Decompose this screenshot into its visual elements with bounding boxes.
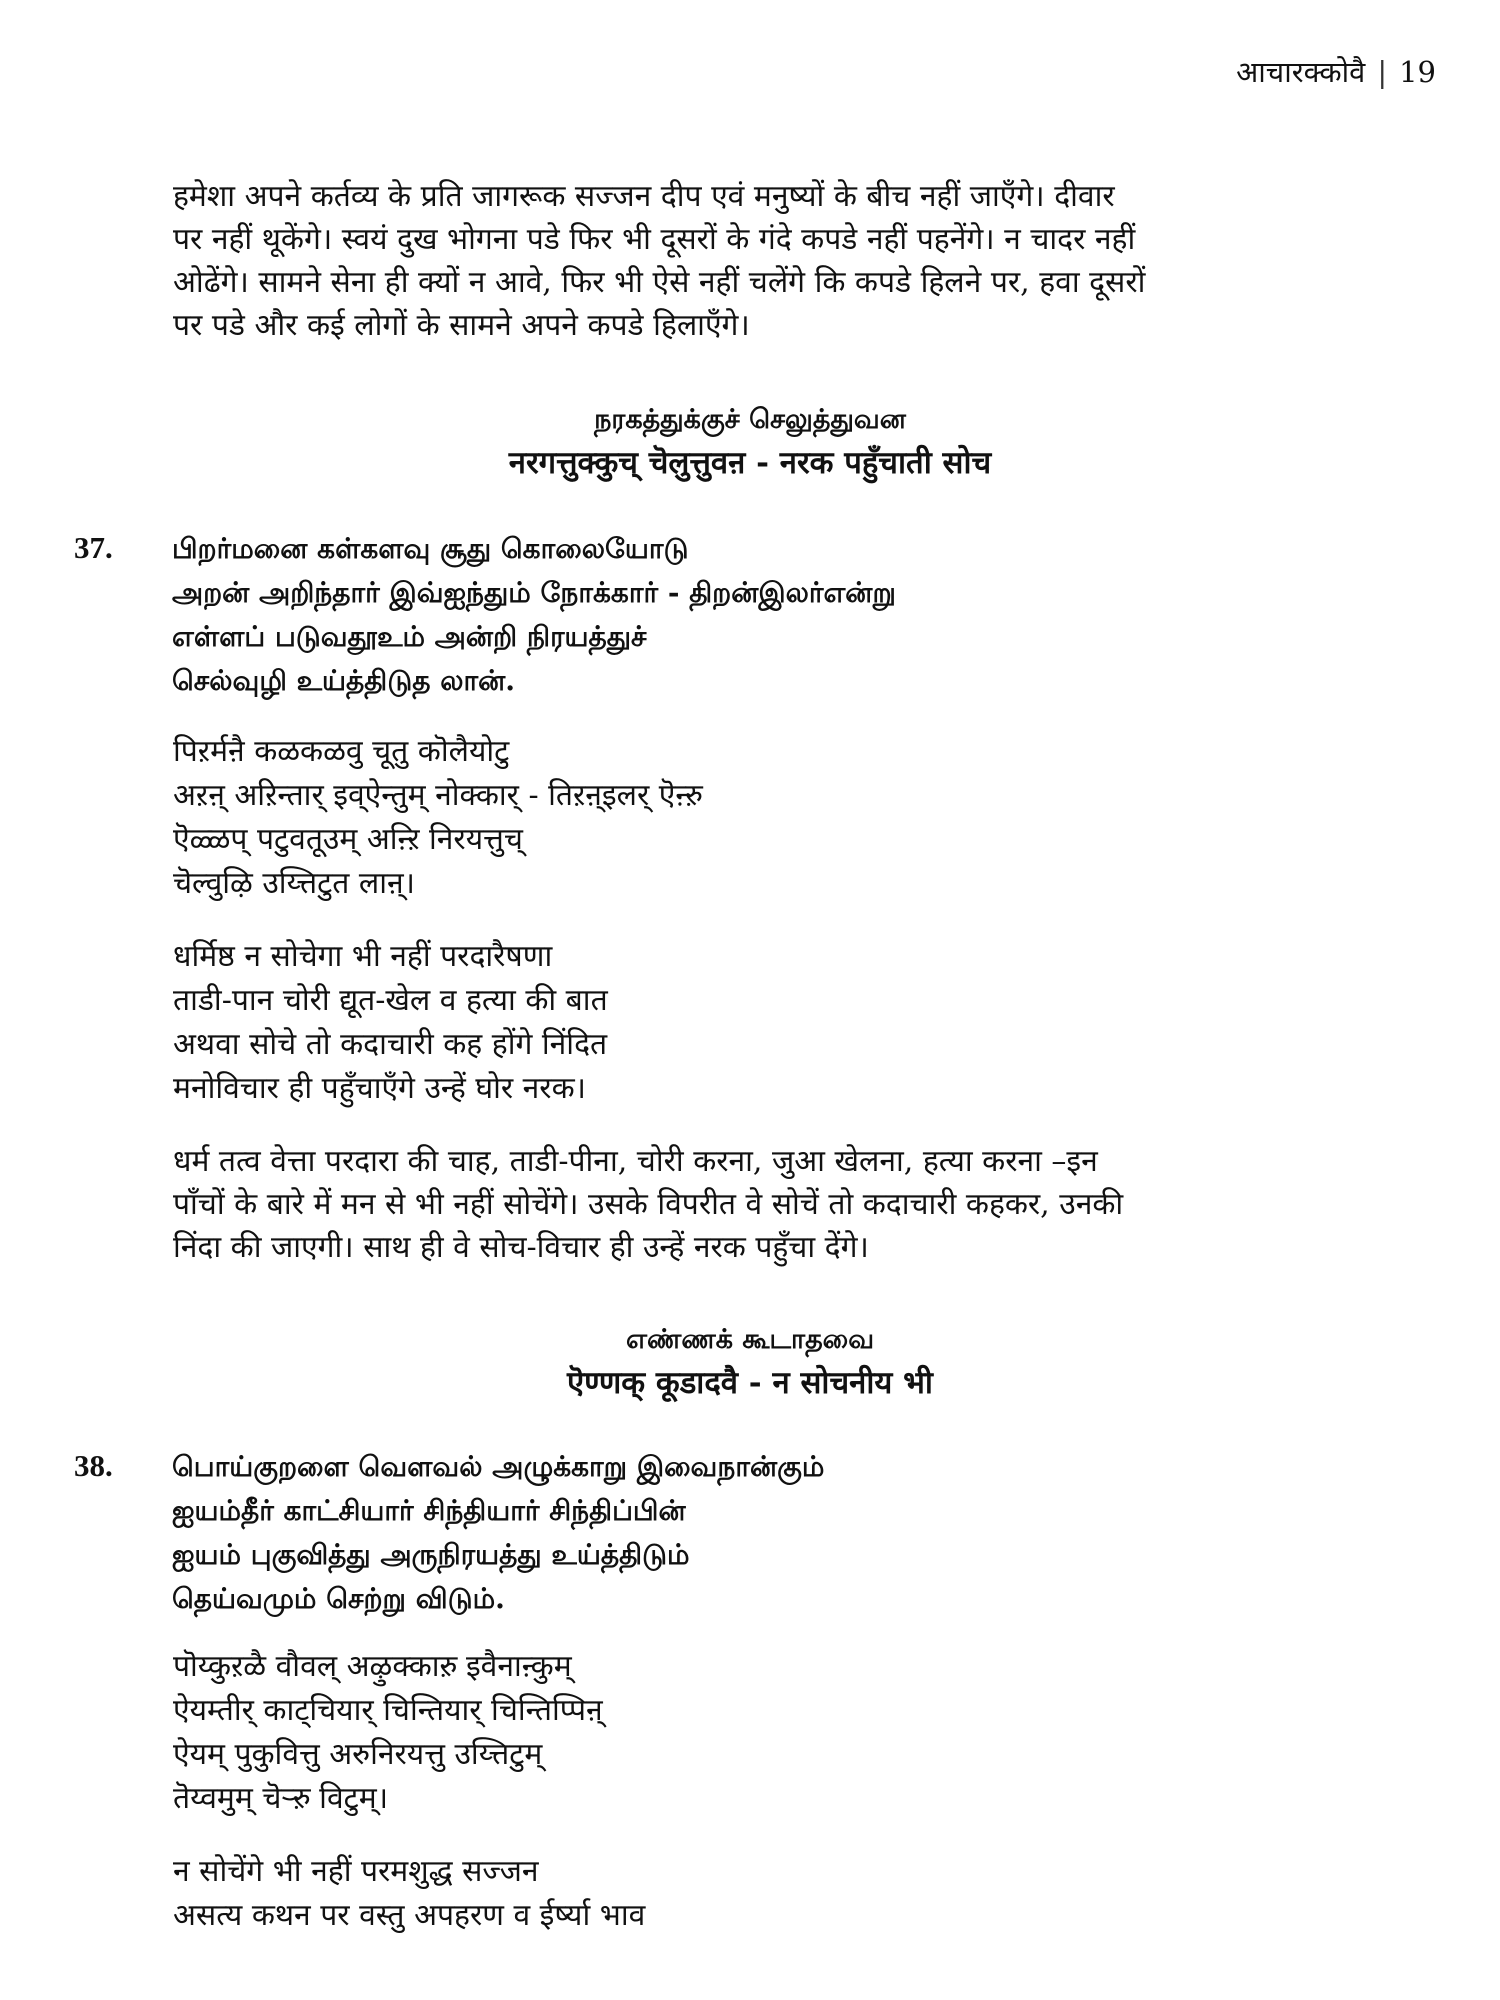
paragraph-line: पर नहीं थूकेंगे। स्वयं दुख भोगना पडे फिर भी दूसरों के गंदे कपडे नहीं पहनेंगे। न चादर नहीं [173, 222, 1136, 257]
paragraph-line: धर्म तत्व वेत्ता परदारा की चाह, ताडी-पीना, चोरी करना, जुआ खेलना, हत्या करना –इन [173, 1144, 1098, 1179]
hindi-verse-line: अथवा सोचे तो कदाचारी कह होंगे निंदित [173, 1027, 608, 1062]
hindi-verse-line: मनोविचार ही पहुँचाएँगे उन्हें घोर नरक। [173, 1071, 586, 1106]
transliteration-line: अऱऩ् अऱिन्तार् इव्ऐन्तुम् नोक्कार् - तिऱऩ्इलर् ऎऩ्ऱु [173, 778, 702, 813]
transliteration-line: ऎळ्ळप् पटुवतूउम् अऩ्ऱि निरयत्तुच् [173, 822, 523, 857]
transliteration-line: ऐयम्तीर् काट्चियार् चिन्तियार् चिन्तिप्पिऩ् [173, 1693, 603, 1728]
verse-number: 37. [74, 530, 113, 565]
section-heading-1 [0, 400, 1500, 486]
section-heading-tamil: நரகத்துக்குச் செலுத்துவன [594, 404, 906, 435]
section-heading-2 [0, 1320, 1500, 1406]
transliteration-line: पॊय्कुऱळै वौवल् अऴुक्काऱु इवैनाऩ्कुम् [173, 1649, 572, 1684]
transliteration-verse-38 [173, 1645, 603, 1821]
verse-line: ஐயம்தீர் காட்சியார் சிந்தியார் சிந்திப்பின் [172, 1494, 686, 1527]
header-separator: | [1377, 55, 1388, 89]
intro-paragraph [173, 175, 1396, 347]
section-heading-transliteration: नरगत्तुक्कुच् चॆलुत्तुवऩ - नरक पहुँचाती सोच [508, 445, 992, 481]
hindi-verse-line: ताडी-पान चोरी द्यूत-खेल व हत्या की बात [173, 983, 608, 1018]
hindi-verse-line: असत्य कथन पर वस्तु अपहरण व ईर्ष्या भाव [173, 1898, 646, 1933]
verse-line: அறன் அறிந்தார் இவ்ஐந்தும் நோக்கார் - திறன்இலர்என்று [172, 576, 896, 609]
transliteration-line: तॆय्वमुम् चॆऱ्ऱु विटुम्। [173, 1781, 389, 1816]
section-heading-tamil: எண்ணக் கூடாதவை [625, 1324, 875, 1355]
verse-line: பொய்குறளை வெளவல் அழுக்காறு இவைநான்கும் [172, 1450, 825, 1483]
transliteration-verse-37 [173, 730, 702, 906]
verse-line: பிறர்மனை கள்களவு சூது கொலையோடு [172, 532, 689, 565]
tamil-verse-37 [172, 527, 896, 703]
verse-line: எள்ளப் படுவதூஉம் அன்றி நிரயத்துச் [172, 620, 647, 653]
tamil-verse-38 [172, 1445, 824, 1621]
verse-line: தெய்வமும் செற்று விடும். [172, 1582, 505, 1615]
hindi-verse-38 [173, 1850, 645, 1938]
page-number: 19 [1399, 55, 1436, 89]
hindi-verse-line: न सोचेंगे भी नहीं परमशुद्ध सज्जन [173, 1854, 539, 1889]
transliteration-line: पिऱर्मऩै कळकळवु चूतु कॊलैयोटु [173, 734, 510, 769]
verse-number: 38. [74, 1448, 113, 1483]
running-header [1236, 55, 1436, 89]
prose-explanation-37 [173, 1140, 1396, 1269]
hindi-verse-line: धर्मिष्ठ न सोचेगा भी नहीं परदारैषणा [173, 939, 553, 974]
paragraph-line: ओढेंगे। सामने सेना ही क्यों न आवे, फिर भी ऐसे नहीं चलेंगे कि कपडे हिलने पर, हवा दूसरों [173, 265, 1146, 300]
paragraph-line: निंदा की जाएगी। साथ ही वे सोच-विचार ही उन्हें नरक पहुँचा देंगे। [173, 1230, 869, 1265]
paragraph-line: हमेशा अपने कर्तव्य के प्रति जागरूक सज्जन दीप एवं मनुष्यों के बीच नहीं जाएँगे। दीवार [173, 179, 1115, 214]
section-heading-transliteration: ऎण्णक् कूडादवै - न सोचनीय भी [567, 1365, 933, 1401]
paragraph-line: पर पडे और कई लोगों के सामने अपने कपडे हिलाएँगे। [173, 308, 750, 343]
hindi-verse-37 [173, 935, 608, 1111]
book-title: आचारक्कोवै [1236, 55, 1366, 89]
verse-line: ஐயம் புகுவித்து அருநிரயத்து உய்த்திடும் [172, 1538, 690, 1571]
transliteration-line: ऐयम् पुकुवित्तु अरुनिरयत्तु उय्त्तिटुम् [173, 1737, 543, 1772]
verse-line: செல்வுழி உய்த்திடுத லான். [172, 664, 515, 697]
paragraph-line: पाँचों के बारे में मन से भी नहीं सोचेंगे। उसके विपरीत वे सोचें तो कदाचारी कहकर, उनकी [173, 1187, 1124, 1222]
transliteration-line: चॆल्वुऴि उय्त्तिटुत लाऩ्। [173, 866, 416, 901]
